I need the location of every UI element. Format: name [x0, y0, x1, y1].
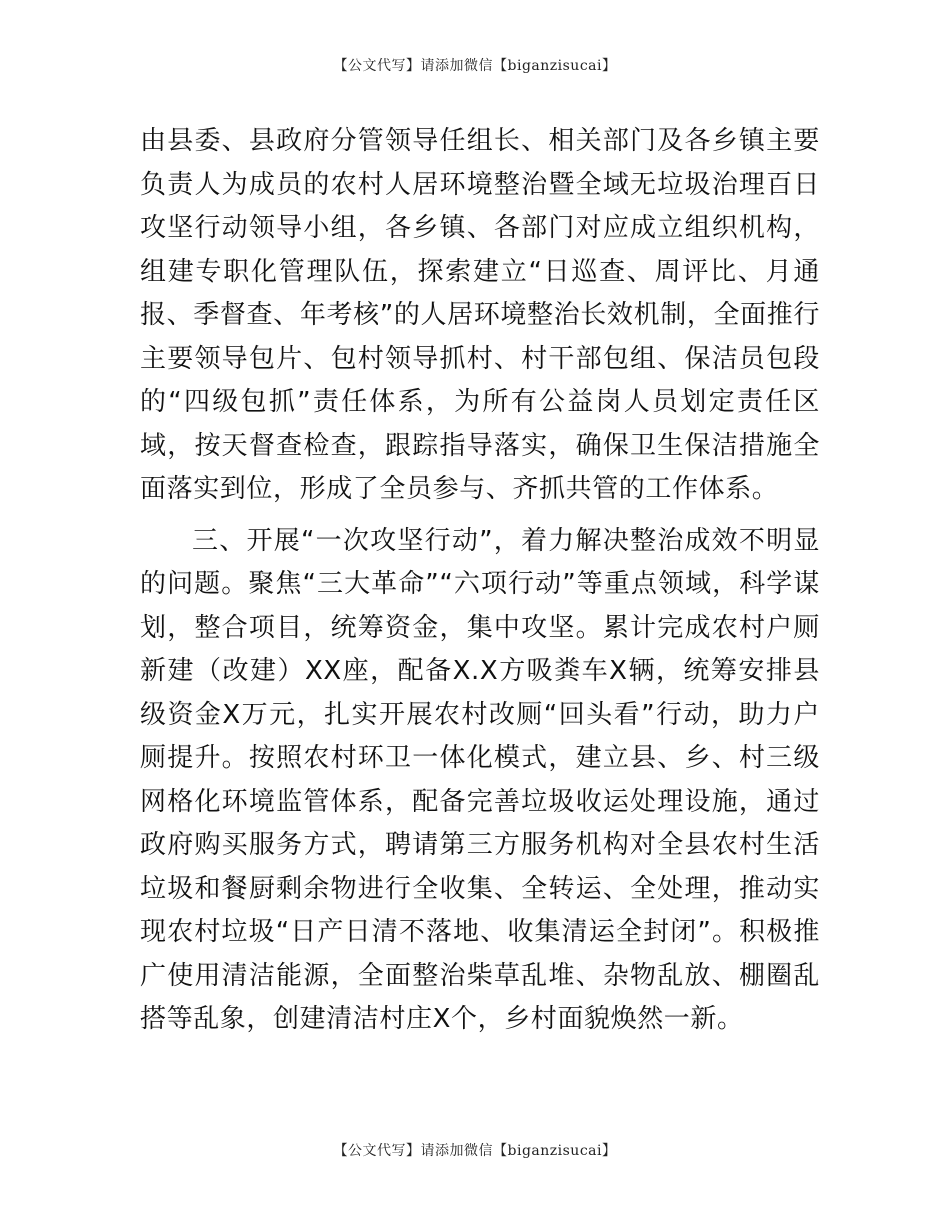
paragraph-section-three: 三、开展“一次攻坚行动”，着力解决整治成效不明显的问题。聚焦“三大革命”“六项行动”等重点领域，科学谋划，整合项目，统筹资金，集中攻坚。累计完成农村户厕新建（改建）XX座，配备X.X方吸粪车X辆，统筹安排县级资金X万元，扎实开展农村改厕“回头看”行动，助力户厕提升。按照农村环卫一体化模式，建立县、乡、村三级网格化环境监管体系，配备完善垃圾收运处理设施，通过政府购买服务方式，聘请第三方服务机构对全县农村生活垃圾和餐厨剩余物进行全收集、全转运、全处理，推动实现农村垃圾“日产日清不落地、收集清运全封闭”。积极推广使用清洁能源，全面整治柴草乱堆、杂物乱放、棚圈乱搭等乱象，创建清洁村庄X个，乡村面貌焕然一新。 [140, 525, 820, 1034]
page-header-watermark: 【公文代写】请添加微信【biganzisucai】 [333, 58, 617, 74]
page-footer-watermark: 【公文代写】请添加微信【biganzisucai】 [333, 1143, 617, 1159]
document-body [140, 120, 820, 1042]
paragraph-continuation: 由县委、县政府分管领导任组长、相关部门及各乡镇主要负责人为成员的农村人居环境整治暨全域无垃圾治理百日攻坚行动领导小组，各乡镇、各部门对应成立组织机构，组建专职化管理队伍，探索建立“日巡查、周评比、月通报、季督查、年考核”的人居环境整治长效机制，全面推行主要领导包片、包村领导抓村、村干部包组、保洁员包段的“四级包抓”责任体系，为所有公益岗人员划定责任区域，按天督查检查，跟踪指导落实，确保卫生保洁措施全面落实到位，形成了全员参与、齐抓共管的工作体系。 [140, 126, 820, 504]
